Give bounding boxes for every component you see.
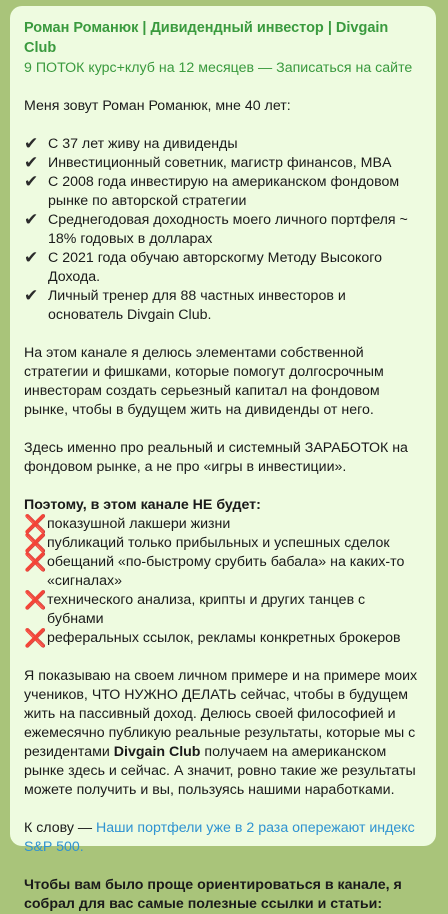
checkmark-icon: ✔ xyxy=(24,286,39,306)
cross-list xyxy=(24,515,422,648)
cross-mark-icon: ❌ xyxy=(24,514,47,535)
not-here-heading: Поэтому, в этом канале НЕ будет: xyxy=(24,497,261,513)
check-list-item xyxy=(24,135,422,154)
cross-item-text: технического анализа, крипты и других танцев с бубнами xyxy=(47,592,366,627)
cross-list-item xyxy=(24,534,422,553)
channel-title[interactable]: Роман Романюк | Дивидендный инвестор | Divgain Club xyxy=(24,20,389,56)
checkmark-icon: ✔ xyxy=(24,210,39,230)
cross-list-item xyxy=(24,629,422,648)
check-list-item xyxy=(24,154,422,173)
paragraph-portfolio xyxy=(24,819,422,857)
check-list-item xyxy=(24,211,422,249)
cross-list-item xyxy=(24,515,422,534)
cross-mark-icon: ❌ xyxy=(24,552,47,573)
checkmark-icon: ✔ xyxy=(24,248,39,268)
cross-list-item xyxy=(24,591,422,629)
portfolio-link[interactable]: Наши портфели уже в 2 раза опережают индекс S&P 500. xyxy=(24,820,415,855)
cross-mark-icon: ❌ xyxy=(24,628,47,649)
cross-item-text: обещаний «по-быстрому срубить бабала» на каких-то «сигналах» xyxy=(47,554,405,589)
check-list-item xyxy=(24,287,422,325)
paragraph-strategy: На этом канале я делюсь элементами собственной стратегии и фишками, которые помогут долгосрочным инвесторам создать серьезный капитал на фондовом рынке, чтобы в будущем жить на дивиденды от него. xyxy=(24,345,384,418)
check-item-text: С 2008 года инвестирую на американском фондовом рынке по авторской стратегии xyxy=(48,174,400,209)
club-name: Divgain Club xyxy=(113,744,201,760)
check-item-text: С 37 лет живу на дивиденды xyxy=(48,136,238,152)
paragraph-results xyxy=(24,667,422,800)
results-text-after: получаем на американском рынке здесь и сейчас. А значит, ровно такие же результаты можете получить и вы, пользуясь нашими наработками. xyxy=(24,744,416,798)
checkmark-icon: ✔ xyxy=(24,153,39,173)
intro-text: Меня зовут Роман Романюк, мне 40 лет: xyxy=(24,98,291,114)
cross-item-text: публикаций только прибыльных и успешных сделок xyxy=(47,535,390,551)
cross-mark-icon: ❌ xyxy=(24,590,47,611)
cross-mark-icon: ❌ xyxy=(24,533,47,554)
channel-description-bubble xyxy=(10,6,436,912)
paragraph-earnings: Здесь именно про реальный и системный ЗАРАБОТОК на фондовом рынке, а не про «игры в инвестиции». xyxy=(24,440,408,475)
check-list-item xyxy=(24,249,422,287)
check-item-text: Инвестиционный советник, магистр финансов, MBA xyxy=(48,155,392,171)
checkmark-icon: ✔ xyxy=(24,172,39,192)
check-item-text: Среднегодовая доходность моего личного портфеля ~ 18% годовых в долларах xyxy=(48,212,408,247)
check-item-text: Личный тренер для 88 частных инвесторов и основатель Divgain Club. xyxy=(48,288,346,323)
check-list xyxy=(24,135,422,325)
channel-subtitle-link[interactable]: 9 ПОТОК курс+клуб на 12 месяцев — Записаться на сайте xyxy=(24,60,413,76)
closing-text: Чтобы вам было проще ориентироваться в канале, я собрал для вас самые полезные ссылки и статьи: xyxy=(24,877,402,912)
cross-item-text: реферальных ссылок, рекламы конкретных брокеров xyxy=(47,630,401,646)
cross-list-item xyxy=(24,553,422,591)
portfolio-text-before: К слову — xyxy=(24,820,97,836)
check-item-text: С 2021 года обучаю авторскогму Методу Высокого Дохода. xyxy=(48,250,383,285)
results-text-before: Я показываю на своем личном примере и на примере моих учеников, ЧТО НУЖНО ДЕЛАТЬ сейчас, чтобы в будущем жить на пассивный доход. Делюсь своей философией и ежемесячно публикую реальные результаты, которые мы с резидентами xyxy=(24,668,418,760)
check-list-item xyxy=(24,173,422,211)
cross-item-text: показушной лакшери жизни xyxy=(47,516,231,532)
checkmark-icon: ✔ xyxy=(24,134,39,154)
